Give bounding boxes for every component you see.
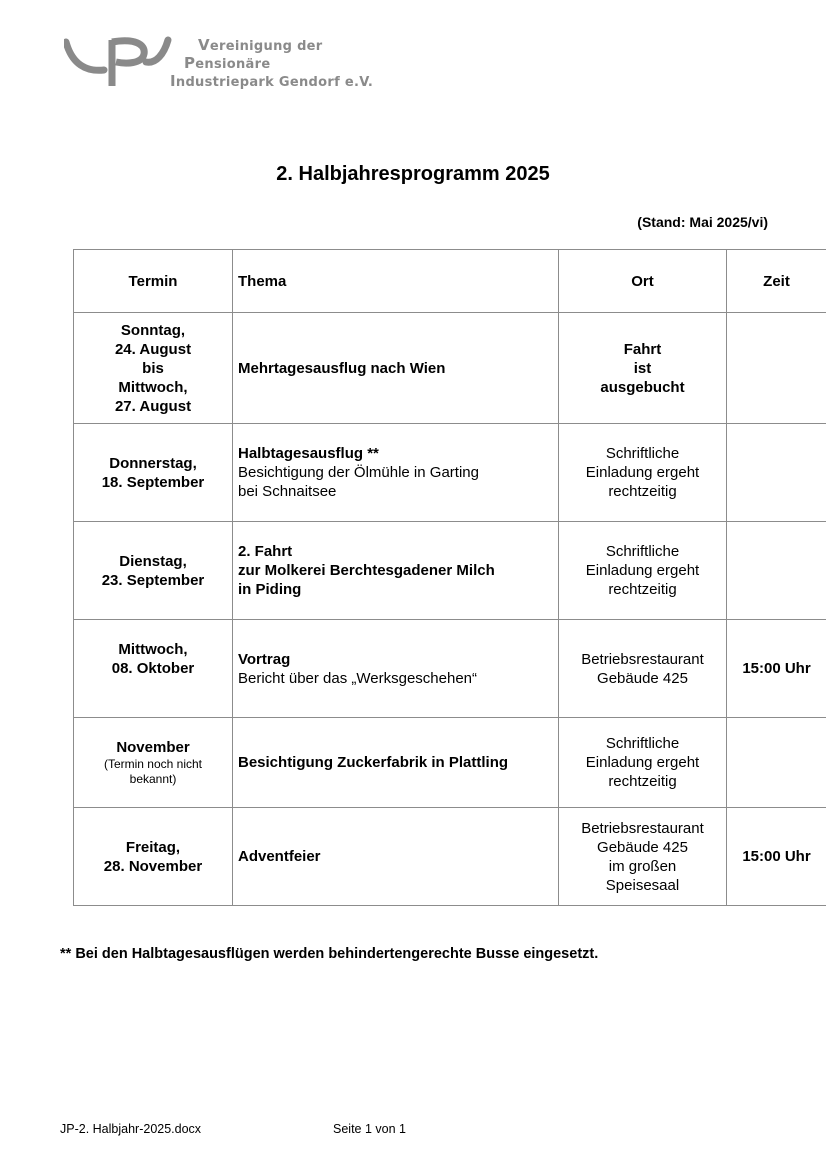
ort-line: Gebäude 425 xyxy=(597,669,688,687)
header-zeit: Zeit xyxy=(727,250,826,313)
zeit-cell xyxy=(727,522,826,620)
termin-line: Dienstag, xyxy=(119,552,187,570)
zeit-cell xyxy=(727,424,826,522)
termin-line: 23. September xyxy=(101,571,205,589)
termin-note: (Termin noch nicht xyxy=(103,757,203,771)
logo-line-1: ereinigung der xyxy=(209,39,323,54)
logo-initial-v: V xyxy=(198,36,210,54)
termin-cell xyxy=(74,424,233,522)
thema-detail: Bericht über das „Werksgeschehen“ xyxy=(238,669,478,687)
page-title: 2. Halbjahresprogramm 2025 xyxy=(276,163,550,185)
program-table xyxy=(73,249,826,906)
ort-cell xyxy=(559,808,727,906)
vpi-logo-mark xyxy=(64,34,174,92)
thema-title: Adventfeier xyxy=(238,848,321,865)
thema-cell xyxy=(233,313,559,424)
table-row xyxy=(74,808,826,906)
ort-line: rechtzeitig xyxy=(608,581,677,598)
ort-cell xyxy=(559,620,727,718)
ort-line: ausgebucht xyxy=(600,378,685,396)
thema-title-line: zur Molkerei Berchtesgadener Milch xyxy=(238,562,495,579)
logo xyxy=(64,34,384,94)
stand-note: (Stand: Mai 2025/vi) xyxy=(637,214,768,230)
termin-cell xyxy=(74,620,233,718)
termin-cell xyxy=(74,522,233,620)
ort-line: Betriebsrestaurant xyxy=(581,819,704,837)
termin-line: bis xyxy=(142,359,164,377)
thema-title: Vortrag xyxy=(238,650,291,668)
termin-line: 24. August xyxy=(114,340,192,358)
table-row xyxy=(74,620,826,718)
table-row xyxy=(74,522,826,620)
ort-line: Gebäude 425 xyxy=(597,838,688,856)
ort-line: Schriftliche xyxy=(605,543,680,560)
termin-note: bekannt) xyxy=(129,772,177,786)
thema-cell xyxy=(233,808,559,906)
thema-detail: Besichtigung der Ölmühle in Garting xyxy=(238,464,479,481)
logo-initial-p: P xyxy=(184,54,196,72)
thema-title: 2. Fahrt xyxy=(238,543,293,560)
termin-line: 27. August xyxy=(114,397,192,415)
thema-cell xyxy=(233,424,559,522)
termin-cell xyxy=(74,313,233,424)
ort-cell xyxy=(559,522,727,620)
table-row xyxy=(74,424,826,522)
thema-title: Mehrtagesausflug nach Wien xyxy=(238,359,446,377)
ort-line: Einladung ergeht xyxy=(585,754,700,771)
ort-line: rechtzeitig xyxy=(608,773,677,790)
ort-cell xyxy=(559,718,727,808)
thema-cell xyxy=(233,620,559,718)
ort-line: Schriftliche xyxy=(605,445,680,462)
termin-cell xyxy=(74,718,233,808)
zeit-cell xyxy=(727,718,826,808)
footer-filename: JP-2. Halbjahr-2025.docx xyxy=(60,1122,202,1136)
table-header-row xyxy=(74,250,826,313)
termin-line: 08. Oktober xyxy=(111,660,195,677)
ort-line: Betriebsrestaurant xyxy=(581,650,704,668)
header-thema: Thema xyxy=(233,250,559,313)
ort-line: Einladung ergeht xyxy=(585,464,700,481)
termin-line: Sonntag, xyxy=(120,321,186,339)
header-termin: Termin xyxy=(74,250,233,313)
termin-line: 18. September xyxy=(101,473,205,491)
ort-line: Fahrt xyxy=(623,340,662,358)
zeit-cell xyxy=(727,313,826,424)
footnote: ** Bei den Halbtagesausflügen werden behindertengerechte Busse eingesetzt. xyxy=(60,946,599,962)
zeit-cell: 15:00 Uhr xyxy=(727,620,826,718)
table-row xyxy=(74,313,826,424)
ort-line: Speisesaal xyxy=(605,876,680,894)
ort-line: Schriftliche xyxy=(605,735,680,752)
logo-initial-i: I xyxy=(170,72,176,90)
termin-line: Freitag, xyxy=(125,838,181,856)
termin-cell xyxy=(74,808,233,906)
footer-page-number: Seite 1 von 1 xyxy=(333,1122,406,1136)
termin-line: 28. November xyxy=(103,857,203,875)
ort-line: im großen xyxy=(608,857,677,875)
zeit-cell: 15:00 Uhr xyxy=(727,808,826,906)
termin-line: Donnerstag, xyxy=(109,454,197,472)
thema-title: Besichtigung Zuckerfabrik in Plattling xyxy=(238,754,509,771)
ort-line: rechtzeitig xyxy=(608,483,677,500)
ort-cell xyxy=(559,313,727,424)
logo-line-3: ndustriepark Gendorf e.V. xyxy=(175,75,374,90)
termin-line: November xyxy=(116,739,190,756)
table-row xyxy=(74,718,826,808)
thema-detail: bei Schnaitsee xyxy=(238,483,337,500)
ort-line: ist xyxy=(633,359,652,377)
thema-cell xyxy=(233,718,559,808)
termin-line: Mittwoch, xyxy=(118,641,188,658)
termin-line: Mittwoch, xyxy=(118,378,188,396)
thema-title: Halbtagesausflug ** xyxy=(238,445,379,462)
ort-cell xyxy=(559,424,727,522)
thema-cell xyxy=(233,522,559,620)
logo-line-2: ensionäre xyxy=(195,57,271,72)
header-ort: Ort xyxy=(559,250,727,313)
thema-title-line: in Piding xyxy=(238,581,302,598)
ort-line: Einladung ergeht xyxy=(585,562,700,579)
